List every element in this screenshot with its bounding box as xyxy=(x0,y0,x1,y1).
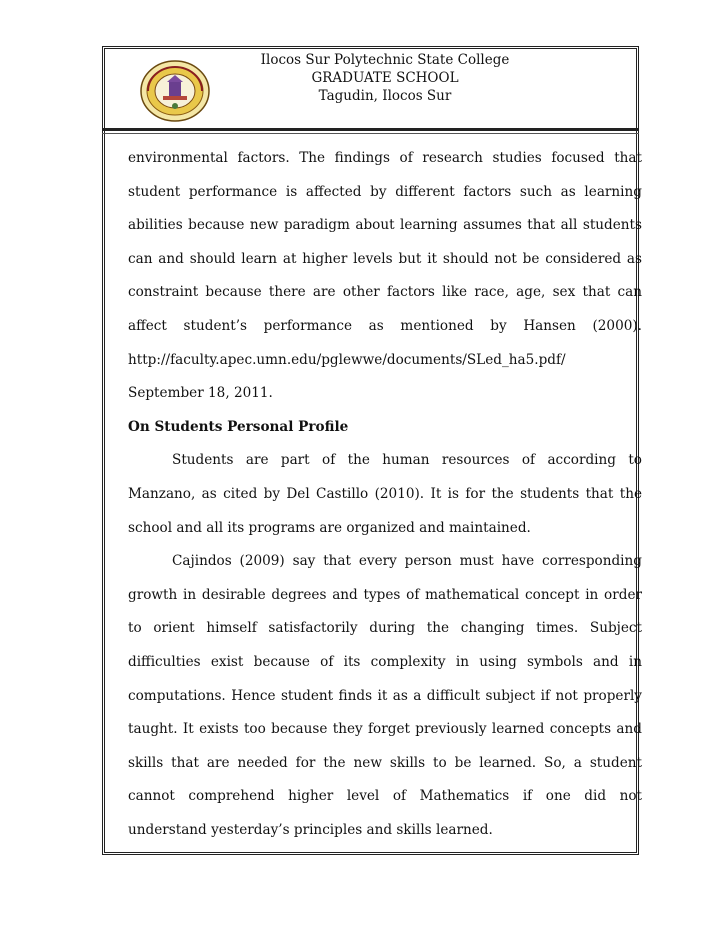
college-seal-icon xyxy=(138,58,212,124)
header-text-block xyxy=(220,51,550,105)
institution-name: Ilocos Sur Polytechnic State College xyxy=(260,52,510,68)
body-line: environmental factors. The findings of research studies focused that xyxy=(128,150,642,166)
body-line: taught. It exists too because they forget previously learned concepts and xyxy=(128,721,642,738)
body-line: constraint because there are other factors like race, age, sex that can xyxy=(128,284,642,301)
reference-url: http://faculty.apec.umn.edu/pglewwe/documents/SLed_ha5.pdf/ xyxy=(128,351,566,368)
header-divider xyxy=(102,128,639,131)
reference-date: September 18, 2011. xyxy=(128,385,273,402)
section-heading: On Students Personal Profile xyxy=(128,418,349,435)
document-body xyxy=(128,144,642,849)
body-line: skills that are needed for the new skills to be learned. So, a student xyxy=(128,754,642,771)
school-name: GRADUATE SCHOOL xyxy=(311,70,459,86)
body-line: difficulties exist because of its complexity in using symbols and in xyxy=(128,653,642,670)
body-line: Manzano, as cited by Del Castillo (2010). It is for the students that the xyxy=(128,485,642,502)
header-divider-thin xyxy=(102,133,639,134)
body-line: Cajindos (2009) say that every person must have corresponding xyxy=(172,553,642,570)
body-line: cannot comprehend higher level of Mathematics if one did not xyxy=(128,788,642,805)
body-line: student performance is affected by different factors such as learning xyxy=(128,183,642,200)
body-line: growth in desirable degrees and types of mathematical concept in order xyxy=(128,586,642,603)
body-line: affect student’s performance as mentioned by Hansen (2000). xyxy=(128,317,642,334)
body-line: computations. Hence student finds it as a difficult subject if not properly xyxy=(128,687,642,704)
body-line: abilities because new paradigm about learning assumes that all students xyxy=(128,217,642,234)
body-line: to orient himself satisfactorily during the changing times. Subject xyxy=(128,620,642,637)
body-line: school and all its programs are organized and maintained. xyxy=(128,519,531,536)
body-line: understand yesterday’s principles and skills learned. xyxy=(128,821,493,838)
body-line: can and should learn at higher levels but it should not be considered as xyxy=(128,250,642,267)
school-location: Tagudin, Ilocos Sur xyxy=(318,88,452,104)
body-line: Students are part of the human resources of according to xyxy=(172,452,642,469)
